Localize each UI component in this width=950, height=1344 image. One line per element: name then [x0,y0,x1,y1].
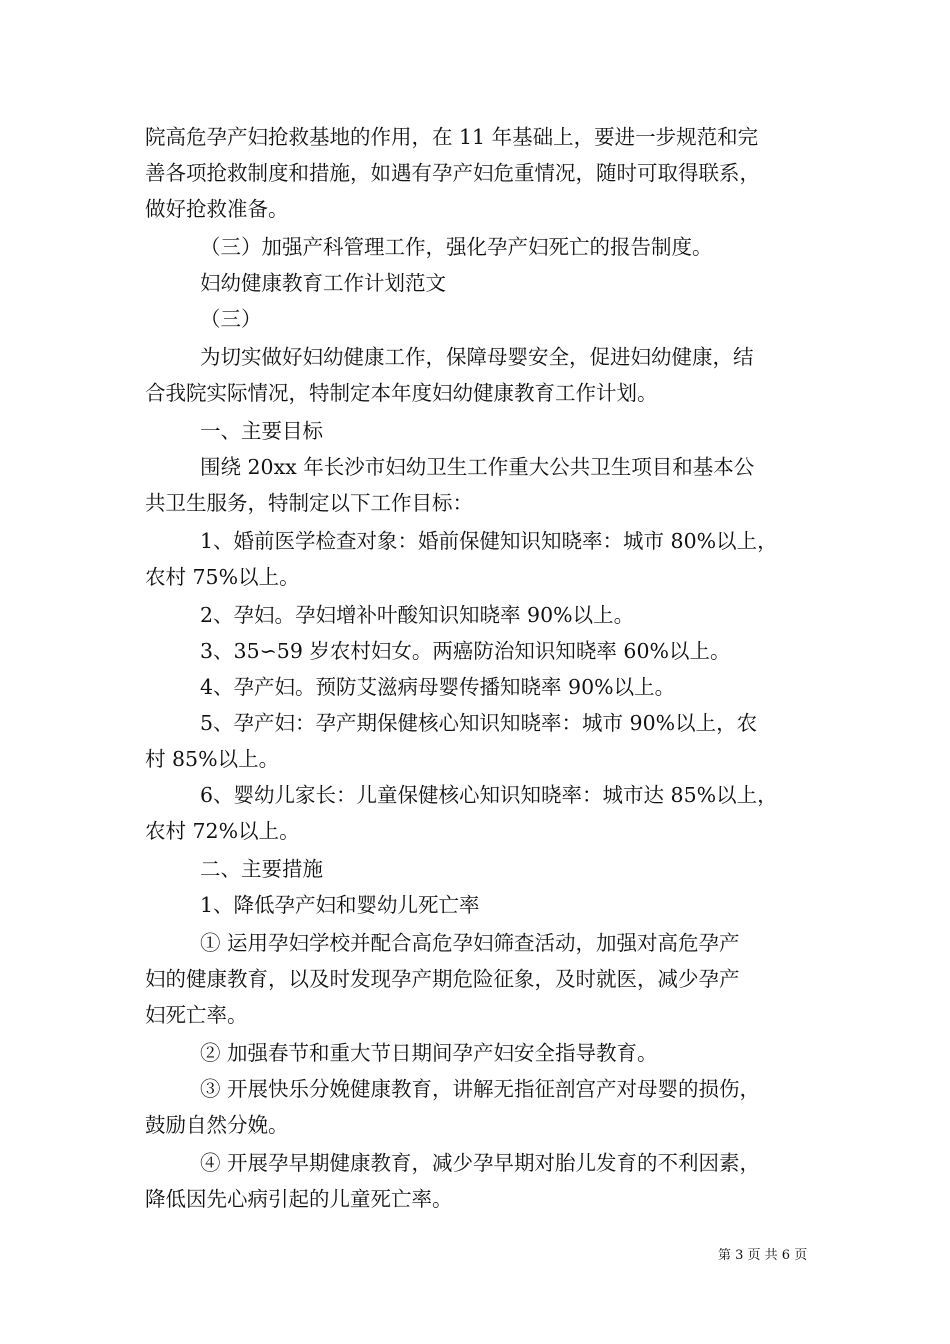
list-item-continuation: 农村 72%以上。 [145,819,300,843]
list-item-continuation: 降低因先心病引起的儿童死亡率。 [145,1187,453,1211]
list-item: 1、婚前医学检查对象：婚前保健知识知晓率：城市 80%以上， [200,529,778,553]
list-item: ③ 开展快乐分娩健康教育，讲解无指征剖宫产对母婴的损伤， [200,1077,761,1101]
list-item: ② 加强春节和重大节日期间孕产妇安全指导教育。 [200,1041,658,1065]
paragraph-line: 为切实做好妇幼健康工作，保障母婴安全，促进妇幼健康，结 [200,345,754,369]
list-item-continuation: 农村 75%以上。 [145,565,300,589]
section-heading: 二、主要措施 [200,857,323,881]
list-item: 3、35∽59 岁农村妇女。两癌防治知识知晓率 60%以上。 [200,639,731,663]
section-heading: 一、主要目标 [200,419,323,443]
list-item-continuation: 鼓励自然分娩。 [145,1113,289,1137]
list-item: 6、婴幼儿家长：儿童保健核心知识知晓率：城市达 85%以上， [200,783,778,807]
page-number: 第 3 页 共 6 页 [718,1248,808,1263]
section-heading: （三）加强产科管理工作，强化孕产妇死亡的报告制度。 [200,235,713,259]
paragraph-line: 院高危孕产妇抢救基地的作用，在 11 年基础上，要进一步规范和完 [145,125,759,149]
paragraph-line: 围绕 20xx 年长沙市妇幼卫生工作重大公共卫生项目和基本公 [200,455,755,479]
list-item: ① 运用孕妇学校并配合高危孕妇筛查活动，加强对高危孕产 [200,931,740,955]
document-title: 妇幼健康教育工作计划范文 [200,271,446,295]
list-item: 5、孕产妇：孕产期保健核心知识知晓率：城市 90%以上，农 [200,711,758,735]
list-item-continuation: 村 85%以上。 [145,747,280,771]
list-item: ④ 开展孕早期健康教育，减少孕早期对胎儿发育的不利因素， [200,1151,761,1175]
list-item: 2、孕妇。孕妇增补叶酸知识知晓率 90%以上。 [200,603,635,627]
document-subtitle: （三） [200,307,262,331]
paragraph-line: 共卫生服务，特制定以下工作目标： [145,491,473,515]
paragraph-line: 合我院实际情况，特制定本年度妇幼健康教育工作计划。 [145,381,658,405]
list-item-continuation: 妇死亡率。 [145,1003,248,1027]
paragraph-line: 做好抢救准备。 [145,197,289,221]
list-item-continuation: 妇的健康教育，以及时发现孕产期危险征象，及时就医，减少孕产 [145,967,740,991]
paragraph-line: 善各项抢救制度和措施，如遇有孕产妇危重情况，随时可取得联系， [145,161,760,185]
subsection-heading: 1、降低孕产妇和婴幼儿死亡率 [200,893,480,917]
list-item: 4、孕产妇。预防艾滋病母婴传播知晓率 90%以上。 [200,675,676,699]
